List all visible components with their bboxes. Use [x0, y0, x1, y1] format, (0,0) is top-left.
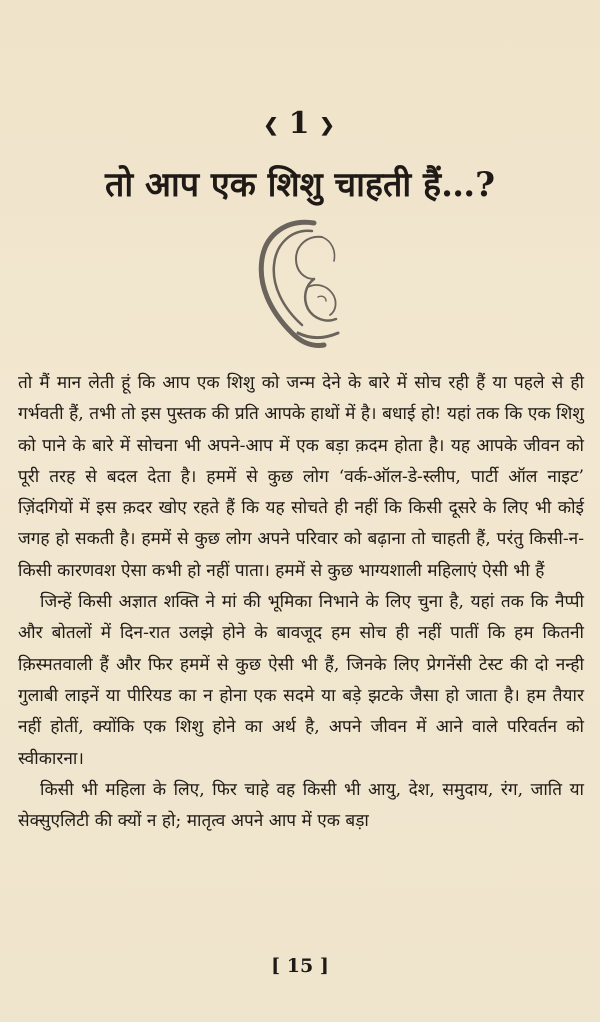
chapter-number-text: 1: [288, 106, 312, 141]
mother-and-child-icon: [252, 215, 352, 350]
paragraph: तो मैं मान लेती हूं कि आप एक शिशु को जन्म देने के बारे में सोच रही हैं या पहले से ही गर्भवती हैं, तभी तो इस पुस्तक की प्रति आपके हाथों में है। बधाई हो! यहां तक कि एक शिशु को पाने के बारे में सोचना भी अपने-आप में एक बड़ा क़दम होता है। यह आपके जीवन को पूरी तरह से बदल देता है। हममें से कुछ लोग ‘वर्क-ऑल-डे-स्लीप, पार्टी ऑल नाइट’ ज़िंदगियों में इस क़दर खोए रहते हैं कि यह सोचते ही नहीं कि किसी दूसरे के लिए भी कोई जगह हो सकती है। हममें से कुछ लोग अपने परिवार को बढ़ाना तो चाहती हैं, परंतु किसी-न-किसी कारणवश ऐसा कभी हो नहीं पाता। हममें से कुछ भाग्यशाली महिलाएं ऐसी भी हैं: [18, 373, 584, 581]
chapter-body: [18, 368, 584, 837]
page-number: [ 15 ]: [271, 955, 329, 977]
paragraph: जिन्हें किसी अज्ञात शक्ति ने मां की भूमिका निभाने के लिए चुना है, यहां तक कि नैप्पी और बोतलों में दिन-रात उलझे होने के बावजूद हम सोच ही नहीं पातीं कि हम कितनी क़िस्मतवाली हैं और फिर हममें से कुछ ऐसी भी हैं, जिनके लिए प्रेगनेंसी टेस्ट की दो नन्ही गुलाबी लाइनें या पीरियड का न होना एक सदमे या बड़े झटके जैसा हो जाता है। हम तैयार नहीं होतीं, क्योंकि एक शिशु होने का अर्थ है, अपने जीवन में आने वाले परिवर्तन को स्वीकारना।: [18, 592, 584, 769]
show-through-text: [26, 6, 586, 31]
chapter-number: [0, 106, 600, 141]
left-ornament-icon: ❮: [263, 114, 281, 136]
paragraph: किसी भी महिला के लिए, फिर चाहे वह किसी भी आयु, देश, समुदाय, रंग, जाति या सेक्सुएलिटी की क्यों न हो; मातृत्व अपने आप में एक बड़ा: [18, 779, 584, 832]
right-ornament-icon: ❯: [319, 114, 337, 136]
chapter-title: तो आप एक शिशु चाहती हैं…?: [104, 165, 495, 205]
